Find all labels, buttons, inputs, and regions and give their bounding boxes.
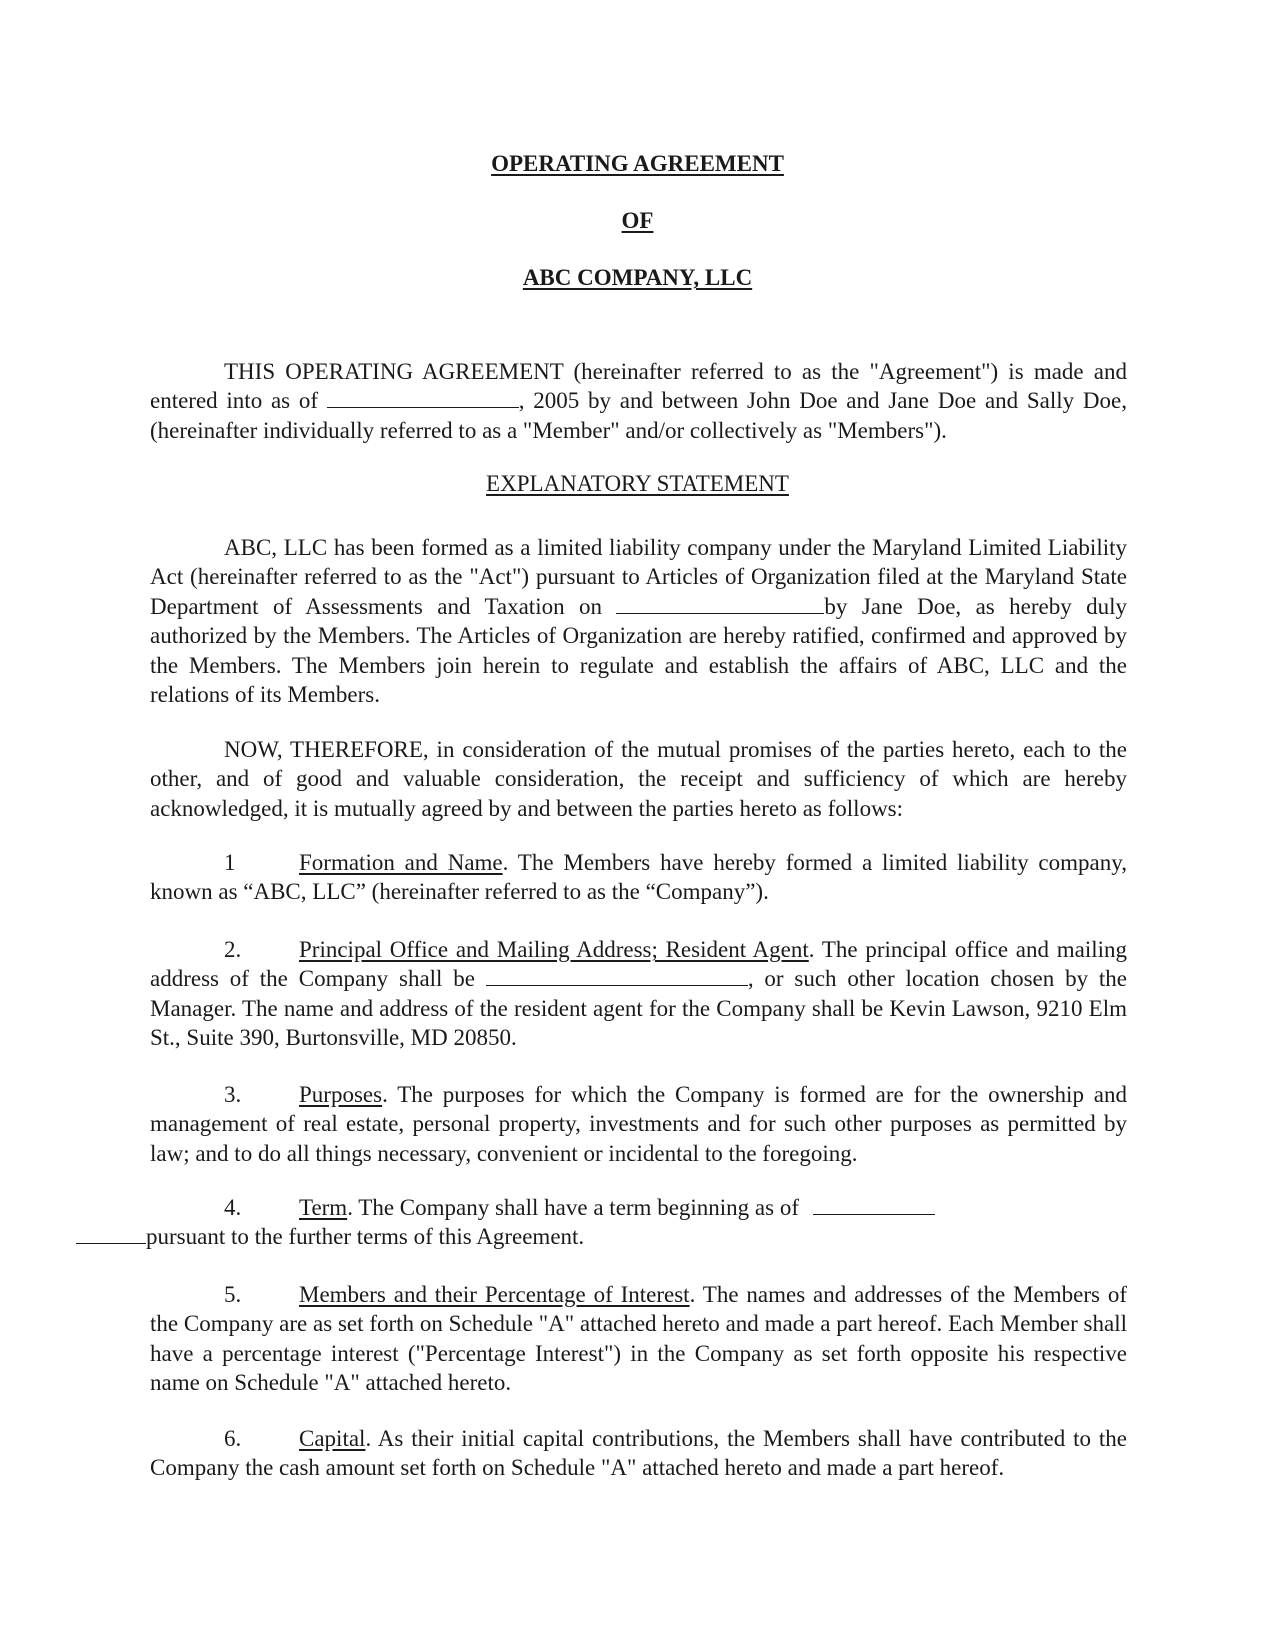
section-1-heading: Formation and Name bbox=[299, 850, 503, 875]
section-4-number: 4. bbox=[224, 1195, 242, 1220]
section-2-text-2: , or such other location chosen by the Manager. The name and address of the resident agent for the Company shall be Kevin Lawson, 9210 Elm St., Suite 390, Burtonsville, MD 20850. bbox=[150, 966, 1127, 1051]
intro-text-1: THIS OPERATING AGREEMENT (hereinafter referred to as the "Agreement") is made and entered into as of bbox=[150, 359, 1127, 414]
title-line-3 bbox=[0, 264, 1275, 292]
section-3-text: . The purposes for which the Company is formed are for the ownership and management of real estate, personal property, investments and for such other purposes as permitted by law; and to do all things necessary, convenient or incidental to the foregoing. bbox=[150, 1082, 1127, 1166]
section-6-paragraph bbox=[150, 1424, 1127, 1483]
section-2-number: 2. bbox=[224, 937, 242, 962]
title-line-2 bbox=[0, 207, 1275, 235]
explanatory-paragraph bbox=[150, 533, 1127, 709]
intro-text-2: , 2005 by and between John Doe and Jane Doe and Sally Doe, (hereinafter individually referred to as a "Member" and/or collectively as "Members"). bbox=[150, 388, 1127, 443]
section-6-number: 6. bbox=[224, 1426, 242, 1451]
section-4-heading: Term bbox=[299, 1195, 348, 1220]
address-blank bbox=[486, 965, 748, 986]
filing-date-blank bbox=[616, 593, 824, 614]
explanatory-text-1: ABC, LLC has been formed as a limited liability company under the Maryland Limited Liability Act (hereinafter referred to as the "Act") pursuant to Articles of Organization filed at the Maryland State Department of Assessments and Taxation on bbox=[150, 535, 1127, 619]
term-blank-2 bbox=[76, 1223, 146, 1244]
section-6-text: . As their initial capital contributions, the Members shall have contributed to the Company the cash amount set forth on Schedule "A" attached hereto and made a part hereof. bbox=[150, 1426, 1127, 1481]
section-2-text-1: . The principal office and mailing address of the Company shall be bbox=[150, 937, 1127, 992]
section-1-number: 1 bbox=[224, 850, 236, 875]
term-blank-1 bbox=[813, 1194, 935, 1215]
section-1-paragraph bbox=[150, 848, 1127, 907]
section-4-paragraph bbox=[146, 1193, 1127, 1252]
intro-paragraph bbox=[150, 357, 1127, 445]
section-3-paragraph bbox=[150, 1080, 1127, 1168]
title-text-company-name: ABC COMPANY, LLC bbox=[522, 265, 753, 290]
explanatory-text-2: by Jane Doe, as hereby duly authorized by the Members. The Articles of Organization are hereby ratified, confirmed and approved by the Members. The Members join herein to regulate and establish the affairs of ABC, LLC and the relations of its Members. bbox=[150, 593, 1128, 708]
section-4-text-2: pursuant to the further terms of this Agreement. bbox=[146, 1224, 585, 1250]
section-5-text: . The names and addresses of the Members of the Company are as set forth on Schedule "A" attached hereto and made a part hereof. Each Member shall have a percentage interest ("Percentage Interest") in the Company as set forth opposite his respective name on Schedule "A" attached hereto. bbox=[150, 1282, 1128, 1396]
section-2-heading: Principal Office and Mailing Address; Resident Agent bbox=[299, 937, 809, 962]
section-2-paragraph bbox=[150, 935, 1127, 1053]
section-1-text: . The Members have hereby formed a limited liability company, known as “ABC, LLC” (hereinafter referred to as the “Company”). bbox=[150, 850, 1127, 905]
title-line-1 bbox=[0, 150, 1275, 178]
explanatory-heading bbox=[0, 470, 1275, 498]
section-4-text-1: . The Company shall have a term beginning as of bbox=[347, 1195, 805, 1220]
title-text-of: OF bbox=[621, 208, 654, 233]
title-text-operating-agreement: OPERATING AGREEMENT bbox=[491, 151, 784, 176]
section-5-heading: Members and their Percentage of Interest bbox=[299, 1282, 690, 1307]
section-6-heading: Capital bbox=[299, 1426, 366, 1451]
section-3-number: 3. bbox=[224, 1082, 242, 1107]
date-blank bbox=[327, 387, 519, 408]
section-5-paragraph bbox=[150, 1280, 1127, 1398]
section-3-heading: Purposes bbox=[299, 1082, 383, 1107]
now-therefore-paragraph: NOW, THEREFORE, in consideration of the mutual promises of the parties hereto, each to the other, and of good and valuable consideration, the receipt and sufficiency of which are hereby acknowledged, it is mutually agreed by and between the parties hereto as follows: bbox=[150, 737, 1127, 821]
section-5-number: 5. bbox=[224, 1282, 242, 1307]
explanatory-heading-text: EXPLANATORY STATEMENT bbox=[486, 471, 789, 496]
